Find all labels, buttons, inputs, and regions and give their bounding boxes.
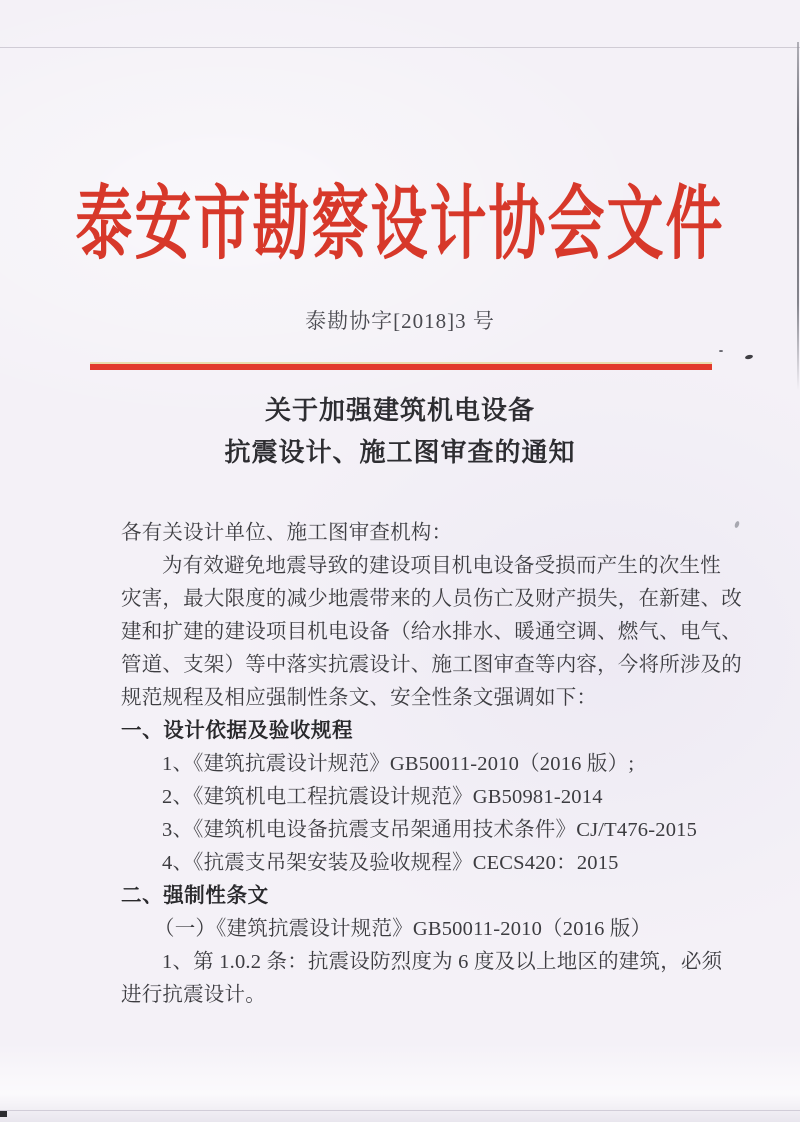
list-item-line: 2、《建筑机电工程抗震设计规范》GB50981-2014 — [162, 786, 603, 808]
scan-speck — [745, 354, 754, 360]
document-title-line-2: 抗震设计、施工图审查的通知 — [224, 438, 576, 467]
document-body — [121, 517, 742, 1012]
scan-speck — [719, 350, 723, 352]
scan-corner-mark — [0, 1111, 7, 1117]
body-line: 1、第 1.0.2 条：抗震设防烈度为 6 度及以上地区的建筑，必须 — [162, 951, 723, 973]
section-heading-1: 一、设计依据及验收规程 — [121, 720, 354, 742]
subsection-line: （一）《建筑抗震设计规范》GB50011-2010（2016 版） — [154, 918, 652, 940]
document-number: 泰勘协字[2018]3 号 — [305, 309, 495, 333]
salutation-line: 各有关设计单位、施工图审查机构： — [121, 522, 453, 544]
red-divider-rule — [90, 362, 712, 370]
masthead-title: 泰安市勘察设计协会文件 — [75, 180, 725, 270]
document-title — [0, 390, 800, 474]
scan-edge-bottom-line — [0, 1110, 800, 1111]
scan-speck — [734, 521, 740, 529]
list-item-line: 3、《建筑机电设备抗震支吊架通用技术条件》CJ/T476-2015 — [162, 819, 698, 841]
list-item-line: 1、《建筑抗震设计规范》GB50011-2010（2016 版）; — [162, 753, 635, 775]
body-line: 灾害，最大限度的减少地震带来的人员伤亡及财产损失，在新建、改 — [121, 588, 742, 610]
body-line: 建和扩建的建设项目机电设备（给水排水、暖通空调、燃气、电气、 — [121, 621, 742, 643]
scan-edge-top-line — [0, 47, 800, 48]
body-line: 进行抗震设计。 — [121, 984, 266, 1006]
body-line: 为有效避免地震导致的建设项目机电设备受损而产生的次生性 — [162, 555, 721, 577]
body-line: 规范规程及相应强制性条文、安全性条文强调如下： — [121, 687, 598, 709]
document-title-line-1: 关于加强建筑机电设备 — [264, 396, 535, 425]
section-heading-2: 二、强制性条文 — [121, 885, 269, 907]
list-item-line: 4、《抗震支吊架安装及验收规程》CECS420：2015 — [162, 852, 619, 874]
body-line: 管道、支架）等中落实抗震设计、施工图审查等内容，今将所涉及的 — [121, 654, 742, 676]
